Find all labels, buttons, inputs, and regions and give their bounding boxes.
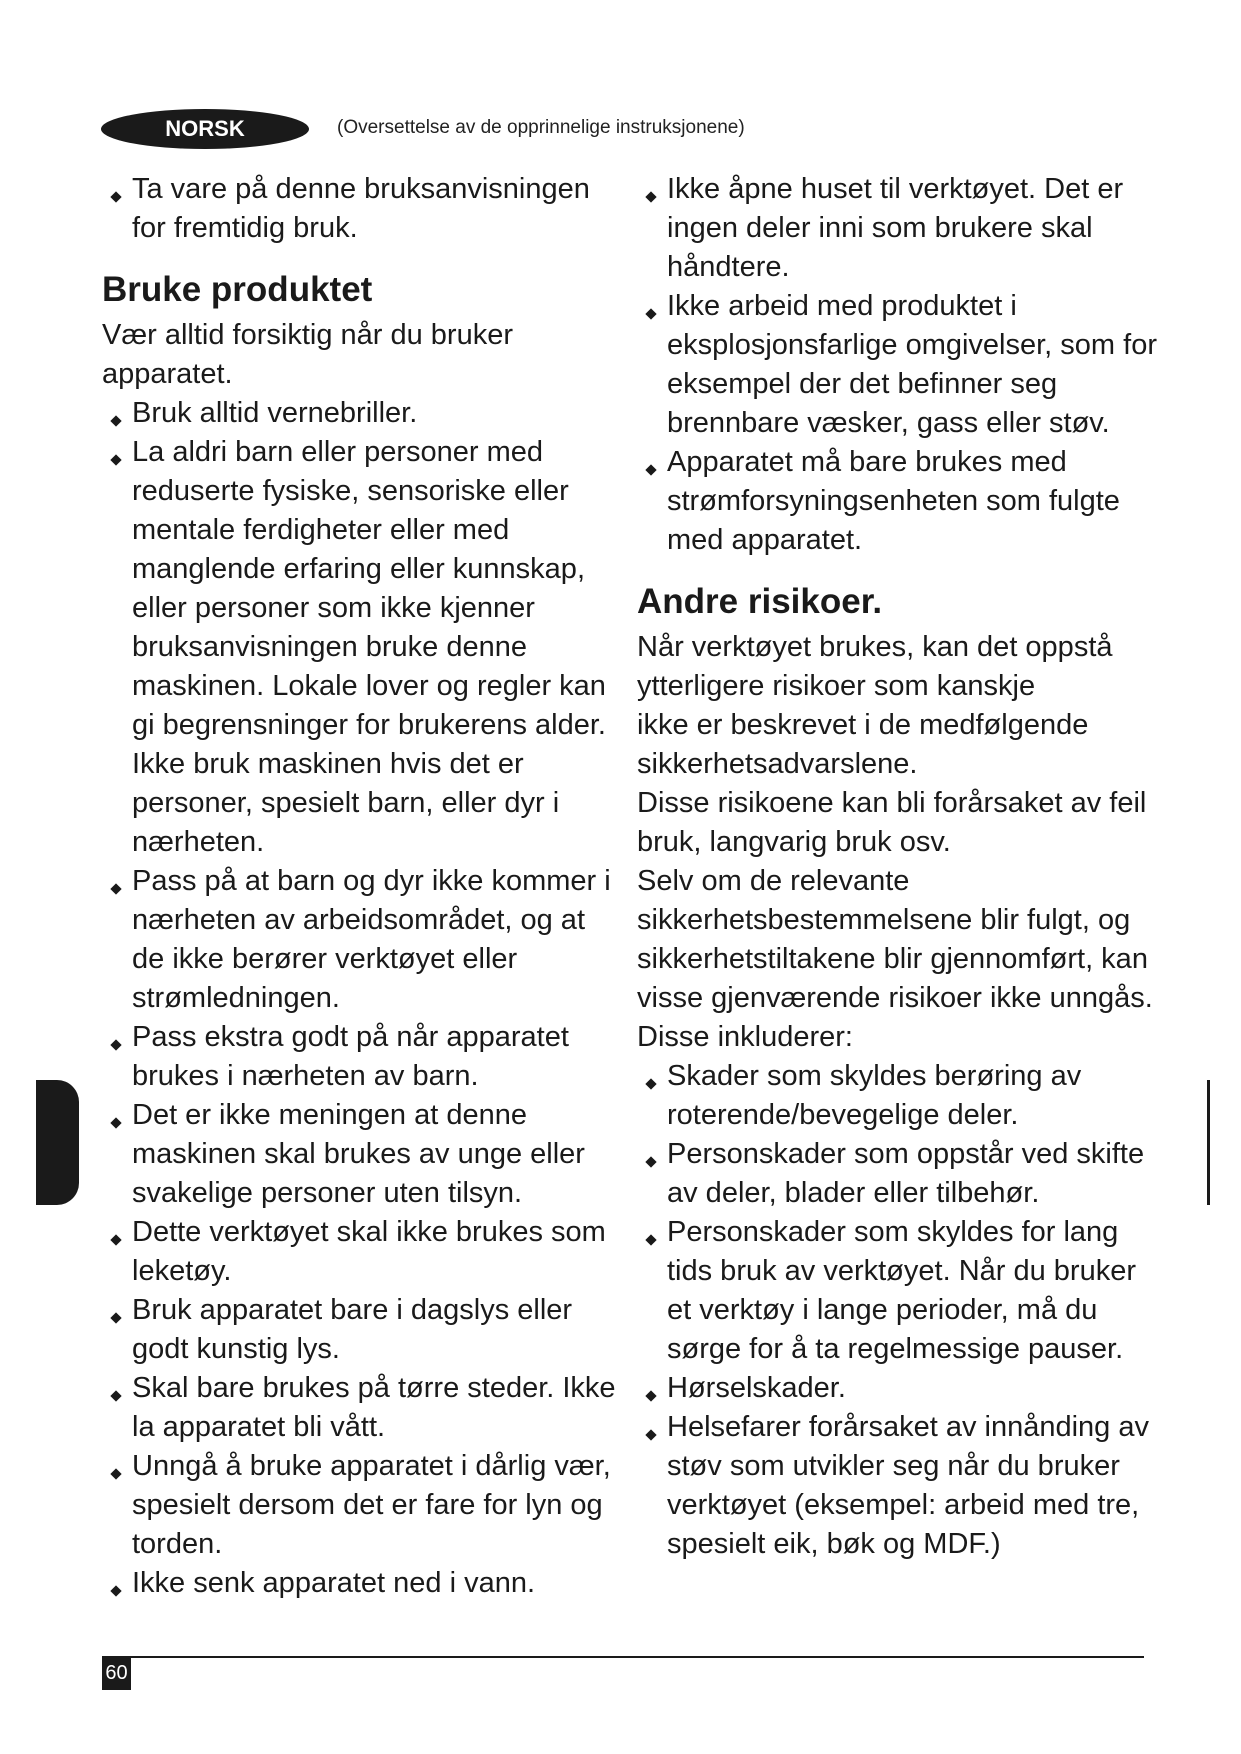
diamond-bullet-icon [110,191,121,202]
footer-rule [102,1656,1144,1658]
list-item: Ikke åpne huset til verktøyet. Det er ingen deler inni som brukere skal håndtere. [637,170,1157,287]
list-item: Apparatet må bare brukes med strømforsyningsenheten som fulgte med apparatet. [637,443,1157,560]
diamond-bullet-icon [110,1039,121,1050]
right-column [637,170,1157,1564]
diamond-bullet-icon [110,1234,121,1245]
left-column [102,170,622,1603]
paragraph: Vær alltid forsiktig når du bruker apparatet. [102,319,513,390]
list-item: Personskader som oppstår ved skifte av deler, blader eller tilbehør. [637,1135,1157,1213]
list-item: Ikke arbeid med produktet i eksplosjonsfarlige omgivelser, som for eksempel der det befinner seg brennbare væsker, gass eller støv. [637,287,1157,443]
list-item: Ta vare på denne bruksanvisningen for fremtidig bruk. [102,170,622,248]
diamond-bullet-icon [110,1585,121,1596]
list-item: Helsefarer forårsaket av innånding av støv som utvikler seg når du bruker verktøyet (eksempel: arbeid med tre, spesielt eik, bøk og MDF.) [637,1408,1157,1564]
list-item: Bruk apparatet bare i dagslys eller godt kunstig lys. [102,1291,622,1369]
list-item: Dette verktøyet skal ikke brukes som leketøy. [102,1213,622,1291]
diamond-bullet-icon [645,1234,656,1245]
paragraph: Når verktøyet brukes, kan det oppstå ytterligere risikoer som kanskje [637,631,1113,702]
diamond-bullet-icon [645,1078,656,1089]
list-item: Ikke senk apparatet ned i vann. [102,1564,622,1603]
diamond-bullet-icon [645,1429,656,1440]
paragraph: ikke er beskrevet i de medfølgende sikkerhetsadvarslene. [637,709,1089,780]
diamond-bullet-icon [645,1156,656,1167]
list-item: Unngå å bruke apparatet i dårlig vær, spesielt dersom det er fare for lyn og torden. [102,1447,622,1564]
paragraph: Disse risikoene kan bli forårsaket av feil bruk, langvarig bruk osv. [637,787,1147,858]
list-item: Skal bare brukes på tørre steder. Ikke la apparatet bli vått. [102,1369,622,1447]
paragraph: Selv om de relevante sikkerhetsbestemmelsene blir fulgt, og sikkerhetstiltakene blir gjennomført, kan visse gjenværende risikoer ikke unngås. Disse inkluderer: [637,865,1153,1053]
list-item: Hørselskader. [637,1369,1157,1408]
language-label: NORSK [101,109,309,149]
side-margin-line [1207,1080,1210,1205]
side-thumb-tab [36,1080,79,1205]
translation-note: (Oversettelse av de opprinnelige instruksjonene) [337,117,745,138]
diamond-bullet-icon [110,454,121,465]
diamond-bullet-icon [645,464,656,475]
list-item: Personskader som skyldes for lang tids bruk av verktøyet. Når du bruker et verktøy i lange perioder, må du sørge for å ta regelmessige pauser. [637,1213,1157,1369]
diamond-bullet-icon [110,1390,121,1401]
section-heading-bruke-produktet: Bruke produktet [102,270,373,309]
diamond-bullet-icon [645,308,656,319]
list-item: Pass ekstra godt på når apparatet brukes i nærheten av barn. [102,1018,622,1096]
diamond-bullet-icon [110,1117,121,1128]
list-item: Skader som skyldes berøring av roterende/bevegelige deler. [637,1057,1157,1135]
list-item: Det er ikke meningen at denne maskinen skal brukes av unge eller svakelige personer uten tilsyn. [102,1096,622,1213]
diamond-bullet-icon [110,1312,121,1323]
diamond-bullet-icon [645,1390,656,1401]
list-item: Bruk alltid vernebriller. [102,394,622,433]
list-item: La aldri barn eller personer med reduserte fysiske, sensoriske eller mentale ferdigheter eller med manglende erfaring eller kunnskap, eller personer som ikke kjenner bruksanvisningen bruke denne maskinen. Lokale lover og regler kan gi begrensninger for brukerens alder. Ikke bruk maskinen hvis det er personer, spesielt barn, eller dyr i nærheten. [102,433,622,862]
list-item: Pass på at barn og dyr ikke kommer i nærheten av arbeidsområdet, og at de ikke berører verktøyet eller strømledningen. [102,862,622,1018]
diamond-bullet-icon [110,415,121,426]
section-heading-andre-risikoer: Andre risikoer. [637,582,883,621]
diamond-bullet-icon [110,1468,121,1479]
page-header [101,109,1001,149]
diamond-bullet-icon [645,191,656,202]
page-number: 60 [102,1657,131,1690]
diamond-bullet-icon [110,883,121,894]
